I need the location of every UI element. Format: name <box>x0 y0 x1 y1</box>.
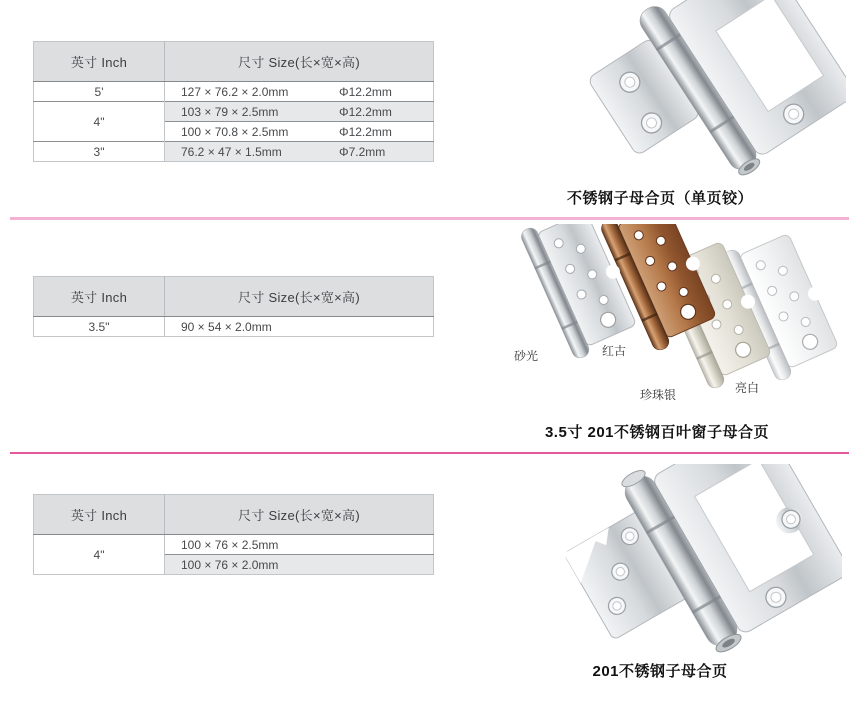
flush-hinge-image <box>532 464 842 656</box>
dimension-value: 127 × 76.2 × 2.0mm <box>181 84 289 99</box>
table-row <box>34 82 434 102</box>
finish-label-red-antique: 红古 <box>602 344 627 358</box>
table-row <box>34 535 434 555</box>
product-caption: 201不锈钢子母合页 <box>592 663 728 680</box>
inch-column-header: 英寸 Inch <box>34 277 165 317</box>
dimension-value: 90 × 54 × 2.0mm <box>181 319 272 334</box>
dimension-value: 103 × 79 × 2.5mm <box>181 104 279 119</box>
diameter-value: Φ12.2mm <box>339 84 392 99</box>
inch-column-header: 英寸 Inch <box>34 495 165 535</box>
table-row <box>34 142 434 162</box>
size-cell <box>165 82 434 102</box>
dimension-value: 76.2 × 47 × 1.5mm <box>181 144 282 159</box>
dimension-value: 100 × 70.8 × 2.5mm <box>181 124 289 139</box>
finish-label-bright-white: 亮白 <box>735 381 760 395</box>
product-caption: 3.5寸 201不锈钢百叶窗子母合页 <box>544 424 770 441</box>
size-cell <box>165 317 434 337</box>
finish-label-sand-polished: 砂光 <box>514 349 539 363</box>
size-column-header: 尺寸 Size(长×宽×高) <box>165 277 434 317</box>
diameter-value: Φ12.2mm <box>339 124 392 139</box>
product-caption: 不锈钢子母合页（单页铰） <box>566 190 753 207</box>
size-cell <box>165 535 434 555</box>
size-cell <box>165 102 434 122</box>
size-column-header: 尺寸 Size(长×宽×高) <box>165 42 434 82</box>
table-row <box>34 317 434 337</box>
section-divider-line <box>10 217 849 220</box>
inch-column-header: 英寸 Inch <box>34 42 165 82</box>
finish-label-pearl-silver: 珍珠银 <box>640 388 677 402</box>
table-header-row <box>34 495 434 535</box>
size-cell <box>165 555 434 575</box>
inch-cell: 4" <box>34 102 165 142</box>
dimension-value: 100 × 76 × 2.0mm <box>181 557 279 572</box>
inch-cell: 3.5" <box>34 317 165 337</box>
spec-table-stainless-flush-hinge <box>33 41 434 162</box>
spec-table-201-flush-hinge <box>33 494 434 575</box>
table-row <box>34 102 434 122</box>
table-header-row <box>34 42 434 82</box>
inch-cell: 4" <box>34 535 165 575</box>
inch-cell: 3" <box>34 142 165 162</box>
single-leaf-hinge-image <box>556 0 846 180</box>
table-header-row <box>34 277 434 317</box>
size-cell <box>165 122 434 142</box>
diameter-value: Φ7.2mm <box>339 144 386 159</box>
inch-cell: 5' <box>34 82 165 102</box>
size-cell <box>165 142 434 162</box>
diameter-value: Φ12.2mm <box>339 104 392 119</box>
size-column-header: 尺寸 Size(长×宽×高) <box>165 495 434 535</box>
spec-table-louver-hinge <box>33 276 434 337</box>
section-divider-line <box>10 452 849 454</box>
dimension-value: 100 × 76 × 2.5mm <box>181 537 279 552</box>
